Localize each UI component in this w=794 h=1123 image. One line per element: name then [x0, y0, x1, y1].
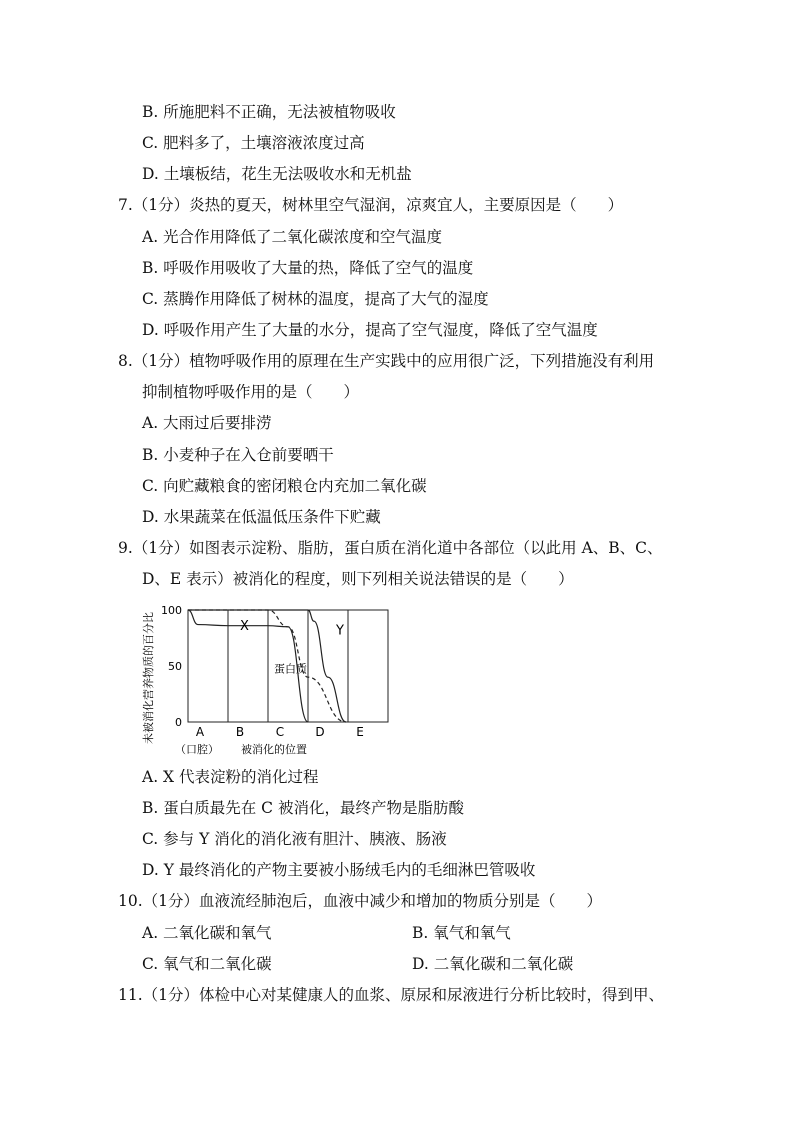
q8-option-a: A. 大雨过后要排涝: [142, 414, 272, 432]
q8-stem-line2: 抑制植物呼吸作用的是（ ）: [142, 383, 360, 401]
q10-stem: 10.（1分）血液流经肺泡后，血液中减少和增加的物质分别是（ ）: [118, 892, 603, 910]
q9-stem-line1: 9.（1分）如图表示淀粉、脂肪，蛋白质在消化道中各部位（以此用 A、B、C、: [118, 539, 663, 557]
q9-stem-line2: D、E 表示）被消化的程度，则下列相关说法错误的是（ ）: [142, 570, 574, 588]
q8-stem-line1: 8.（1分）植物呼吸作用的原理在生产实践中的应用很广泛，下列措施没有利用: [118, 352, 655, 370]
q8-option-d: D. 水果蔬菜在低温低压条件下贮藏: [142, 508, 381, 526]
q11-stem: 11.（1分）体检中心对某健康人的血浆、原尿和尿液进行分析比较时，得到甲、: [118, 986, 665, 1004]
q7-option-d: D. 呼吸作用产生了大量的水分，提高了空气湿度，降低了空气温度: [142, 321, 598, 339]
x-tick-label: D: [315, 725, 325, 739]
series-label: X: [240, 619, 249, 635]
q10-option-b: B. 氧气和氧气: [412, 924, 511, 942]
y-tick-label: 100: [161, 604, 182, 617]
digestion-chart: [138, 598, 408, 758]
q10-option-d: D. 二氧化碳和二氧化碳: [412, 955, 574, 973]
q9-option-a: A. X 代表淀粉的消化过程: [142, 768, 319, 786]
q7-option-b: B. 呼吸作用吸收了大量的热，降低了空气的温度: [142, 259, 474, 277]
q6-option-d: D. 土壤板结，花生无法吸收水和无机盐: [142, 165, 412, 183]
x-tick-label: C: [275, 725, 285, 739]
chart-ylabel: 未被消化营养物质的百分比: [142, 612, 155, 744]
series-line-y: [188, 610, 346, 722]
x-tick-label: E: [356, 725, 364, 739]
q8-option-b: B. 小麦种子在入仓前要晒干: [142, 446, 334, 464]
q7-stem: 7.（1分）炎热的夏天，树林里空气湿润，凉爽宜人，主要原因是（ ）: [118, 196, 624, 214]
q7-option-c: C. 蒸腾作用降低了树林的温度，提高了大气的湿度: [142, 290, 489, 308]
q6-option-b: B. 所施肥料不正确，无法被植物吸收: [142, 103, 396, 121]
series-label: 蛋白质: [274, 662, 307, 676]
y-tick-label: 50: [168, 660, 182, 673]
y-tick-label: 0: [175, 716, 182, 729]
chart-x-note: （口腔）: [175, 743, 219, 756]
q6-option-c: C. 肥料多了，土壤溶液浓度过高: [142, 134, 365, 152]
q8-option-c: C. 向贮藏粮食的密闭粮仓内充加二氧化碳: [142, 477, 427, 495]
q10-option-c: C. 氧气和二氧化碳: [142, 955, 272, 973]
series-line-protein: [188, 610, 346, 722]
chart-xlabel: 被消化的位置: [241, 743, 307, 756]
x-tick-label: A: [195, 725, 205, 739]
series-label: Y: [336, 623, 344, 639]
q9-option-b: B. 蛋白质最先在 C 被消化，最终产物是脂肪酸: [142, 799, 464, 817]
q9-option-c: C. 参与 Y 消化的消化液有胆汁、胰液、肠液: [142, 830, 447, 848]
q9-option-d: D. Y 最终消化的产物主要被小肠绒毛内的毛细淋巴管吸收: [142, 861, 536, 879]
x-tick-label: B: [235, 725, 245, 739]
q7-option-a: A. 光合作用降低了二氧化碳浓度和空气温度: [142, 228, 443, 246]
q10-option-a: A. 二氧化碳和氧气: [142, 924, 272, 942]
